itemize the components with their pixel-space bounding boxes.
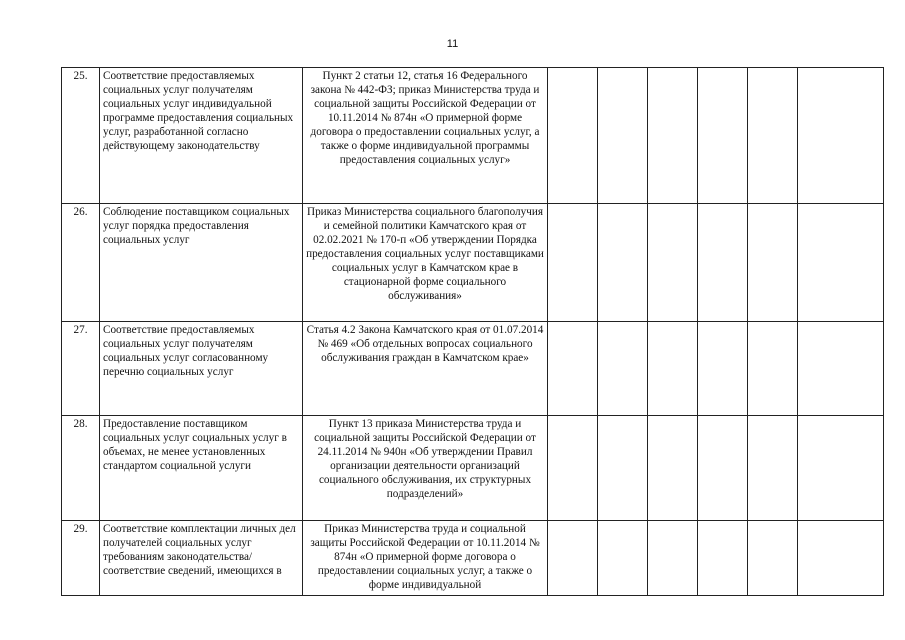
table-row [62, 521, 884, 596]
empty-cell [698, 322, 748, 416]
empty-cell [598, 416, 648, 521]
table-row [62, 68, 884, 204]
empty-cell [798, 204, 884, 322]
legal-basis: Приказ Министерства социального благополучия и семейной политики Камчатского края от 02.02.2021 № 170-п «Об утверждении Порядка предоставления социальных услуг поставщиками социальных услуг в Камчатском крае в стационарной форме социального обслуживания» [303, 204, 548, 322]
empty-cell [748, 68, 798, 204]
empty-cell [748, 521, 798, 596]
empty-cell [648, 204, 698, 322]
row-number: 28. [62, 416, 100, 521]
requirement-description: Предоставление поставщиком социальных услуг социальных услуг в объемах, не менее установленных стандартом социальной услуги [100, 416, 303, 521]
checklist-table [61, 67, 884, 596]
empty-cell [548, 204, 598, 322]
requirement-description: Соблюдение поставщиком социальных услуг порядка предоставления социальных услуг [100, 204, 303, 322]
table-row [62, 322, 884, 416]
empty-cell [798, 322, 884, 416]
row-number: 29. [62, 521, 100, 596]
empty-cell [698, 204, 748, 322]
requirement-description: Соответствие комплектации личных дел получателей социальных услуг требованиям законодательства/соответствие сведений, имеющихся в [100, 521, 303, 596]
empty-cell [748, 204, 798, 322]
table-row [62, 416, 884, 521]
empty-cell [548, 322, 598, 416]
requirement-description: Соответствие предоставляемых социальных услуг получателям социальных услуг согласованному перечню социальных услуг [100, 322, 303, 416]
empty-cell [748, 416, 798, 521]
empty-cell [748, 322, 798, 416]
empty-cell [598, 521, 648, 596]
empty-cell [648, 521, 698, 596]
empty-cell [698, 521, 748, 596]
empty-cell [648, 68, 698, 204]
empty-cell [548, 68, 598, 204]
table-row [62, 204, 884, 322]
empty-cell [598, 68, 648, 204]
legal-basis: Пункт 2 статьи 12, статья 16 Федерального закона № 442-ФЗ; приказ Министерства труда и социальной защиты Российской Федерации от 10.11.2014 № 874н «О примерной форме договора о предоставлении социальных услуг, а также о форме индивидуальной программы предоставления социальных услуг» [303, 68, 548, 204]
empty-cell [798, 68, 884, 204]
legal-basis: Приказ Министерства труда и социальной защиты Российской Федерации от 10.11.2014 № 874н «О примерной форме договора о предоставлении социальных услуг, а также о форме индивидуальной [303, 521, 548, 596]
legal-basis: Статья 4.2 Закона Камчатского края от 01.07.2014 № 469 «Об отдельных вопросах социального обслуживания граждан в Камчатском крае» [303, 322, 548, 416]
empty-cell [598, 204, 648, 322]
page-number: 11 [446, 38, 459, 50]
legal-basis: Пункт 13 приказа Министерства труда и социальной защиты Российской Федерации от 24.11.2014 № 940н «Об утверждении Правил организации деятельности организаций социального обслуживания, их структурных подразделений» [303, 416, 548, 521]
empty-cell [698, 68, 748, 204]
requirement-description: Соответствие предоставляемых социальных услуг получателям социальных услуг индивидуальной программе предоставления социальных услуг, разработанной согласно действующему законодательству [100, 68, 303, 204]
empty-cell [798, 521, 884, 596]
empty-cell [548, 521, 598, 596]
row-number: 26. [62, 204, 100, 322]
empty-cell [798, 416, 884, 521]
empty-cell [598, 322, 648, 416]
row-number: 27. [62, 322, 100, 416]
empty-cell [698, 416, 748, 521]
row-number: 25. [62, 68, 100, 204]
empty-cell [648, 416, 698, 521]
empty-cell [548, 416, 598, 521]
empty-cell [648, 322, 698, 416]
